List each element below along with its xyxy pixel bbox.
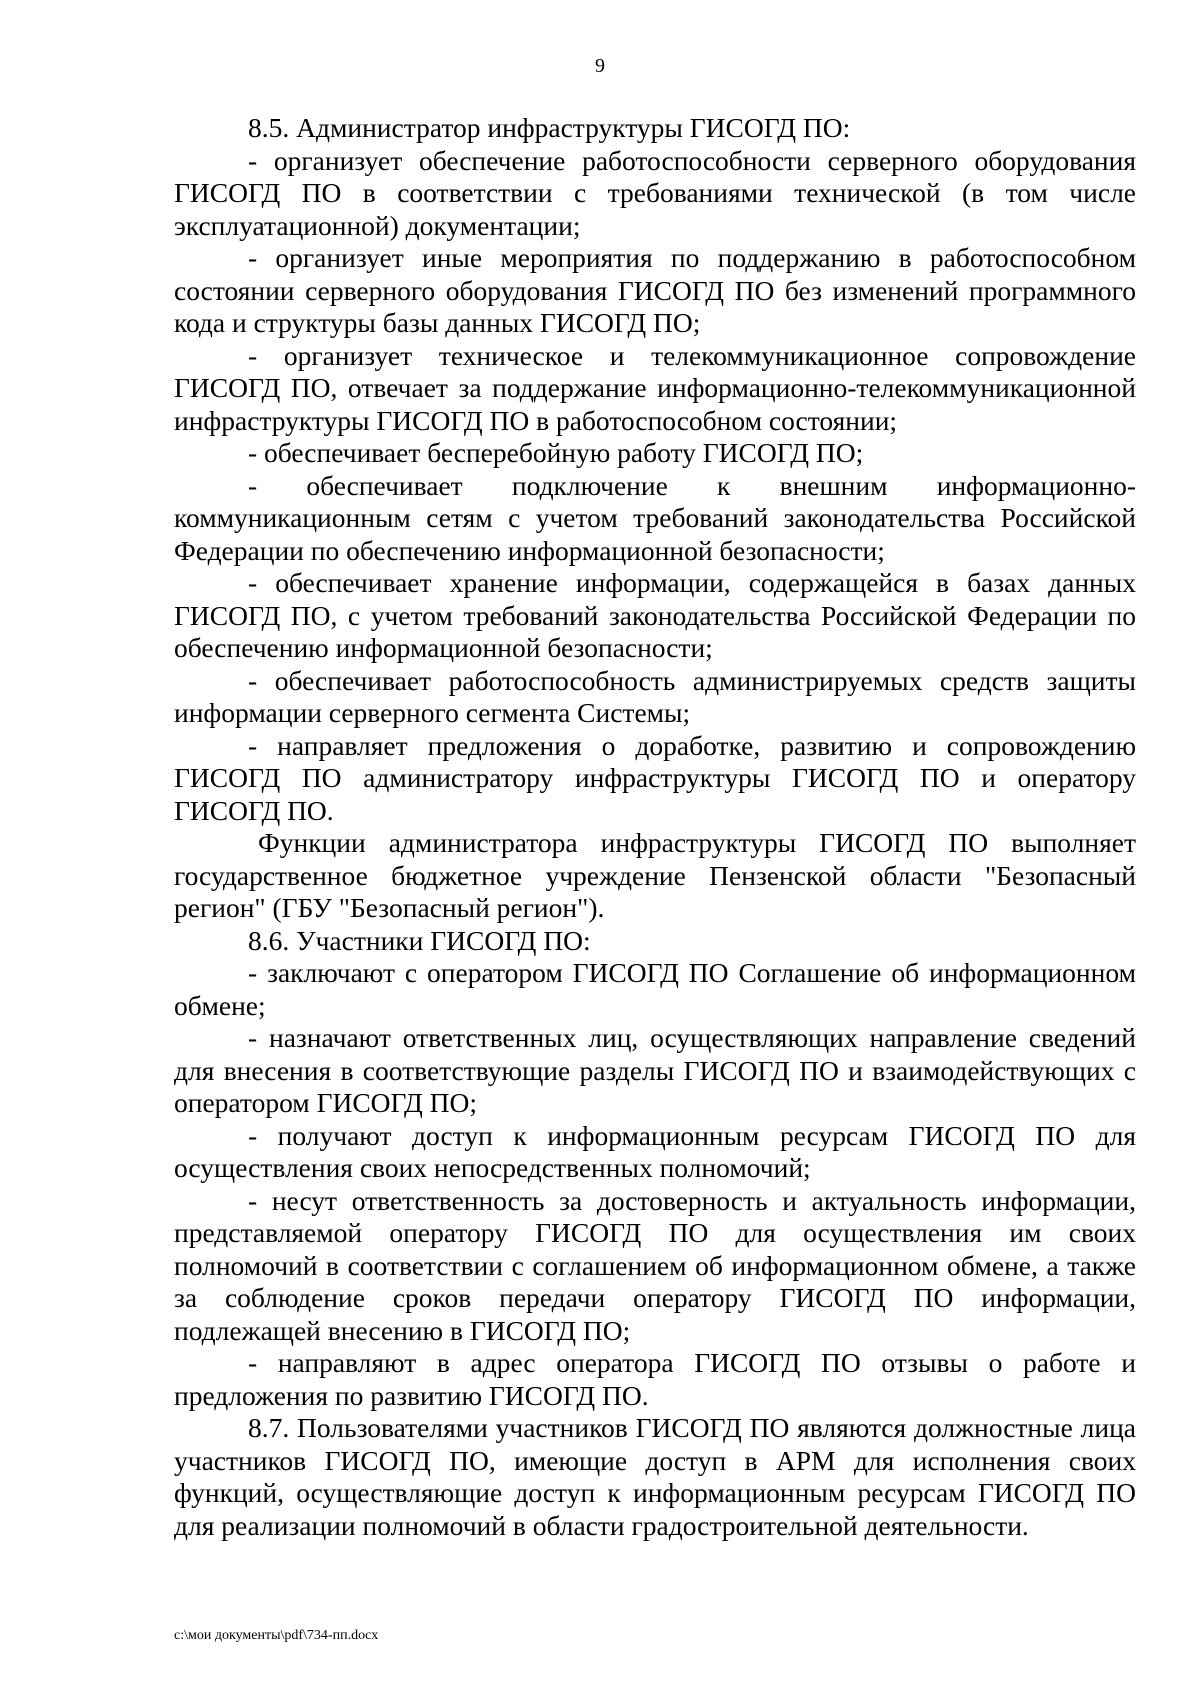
footer-file-path: c:\мои документы\pdf\734-пп.docx xyxy=(174,1628,379,1643)
list-item: - получают доступ к информационным ресурсам ГИСОГД ПО для осуществления своих непосредственных полномочий; xyxy=(174,1119,1136,1183)
list-item: - обеспечивает подключение к внешним информационно-коммуникационным сетям с учетом требований законодательства Российской Федерации по обеспечению информационной безопасности; xyxy=(174,469,1136,566)
list-item: - направляет предложения о доработке, развитию и сопровождению ГИСОГД ПО администратору инфраструктуры ГИСОГД ПО и оператору ГИСОГД ПО. xyxy=(174,729,1136,826)
list-item: - направляют в адрес оператора ГИСОГД ПО отзывы о работе и предложения по развитию ГИСОГД ПО. xyxy=(174,1347,1136,1411)
list-item: - обеспечивает хранение информации, содержащейся в базах данных ГИСОГД ПО, с учетом требований законодательства Российской Федерации по обеспечению информационной безопасности; xyxy=(174,567,1136,663)
list-item: - заключают с оператором ГИСОГД ПО Соглашение об информационном обмене; xyxy=(174,957,1136,1021)
list-item: - несут ответственность за достоверность и актуальность информации, представляемой оператору ГИСОГД ПО для осуществления им своих полномочий в соответствии с соглашением об информационном обмене, а также за соблюдение сроков передачи оператору ГИСОГД ПО информации, подлежащей внесению в ГИСОГД ПО; xyxy=(174,1184,1136,1346)
document-body xyxy=(174,112,1136,1542)
list-item: - обеспечивает бесперебойную работу ГИСОГД ПО; xyxy=(248,437,864,468)
list-item: - обеспечивает работоспособность администрируемых средств защиты информации серверного сегмента Системы; xyxy=(174,664,1136,728)
list-item: - организует иные мероприятия по поддержанию в работоспособном состоянии серверного оборудования ГИСОГД ПО без изменений программного кода и структуры базы данных ГИСОГД ПО; xyxy=(174,242,1136,338)
list-item: - назначают ответственных лиц, осуществляющих направление сведений для внесения в соответствующие разделы ГИСОГД ПО и взаимодействующих с оператором ГИСОГД ПО; xyxy=(174,1022,1136,1118)
body-paragraph: Функции администратора инфраструктуры ГИСОГД ПО выполняет государственное бюджетное учреждение Пензенской области "Безопасный регион" (ГБУ "Безопасный регион"). xyxy=(174,827,1136,923)
section-paragraph-8-7: 8.7. Пользователями участников ГИСОГД ПО являются должностные лица участников ГИСОГД ПО, имеющие доступ в АРМ для исполнения своих функций, осуществляющие доступ к информационным ресурсам ГИСОГД ПО для реализации полномочий в области градостроительной деятельности. xyxy=(174,1412,1136,1541)
page-number: 9 xyxy=(595,55,605,77)
list-item: - организует обеспечение работоспособности серверного оборудования ГИСОГД ПО в соответствии с требованиями технической (в том числе эксплуатационной) документации; xyxy=(174,144,1136,241)
list-item: - организует техническое и телекоммуникационное сопровождение ГИСОГД ПО, отвечает за поддержание информационно-телекоммуникационной инфраструктуры ГИСОГД ПО в работоспособном состоянии; xyxy=(174,339,1136,436)
section-heading-8-6: 8.6. Участники ГИСОГД ПО: xyxy=(248,924,591,956)
section-heading-8-5: 8.5. Администратор инфраструктуры ГИСОГД ПО: xyxy=(248,112,851,143)
